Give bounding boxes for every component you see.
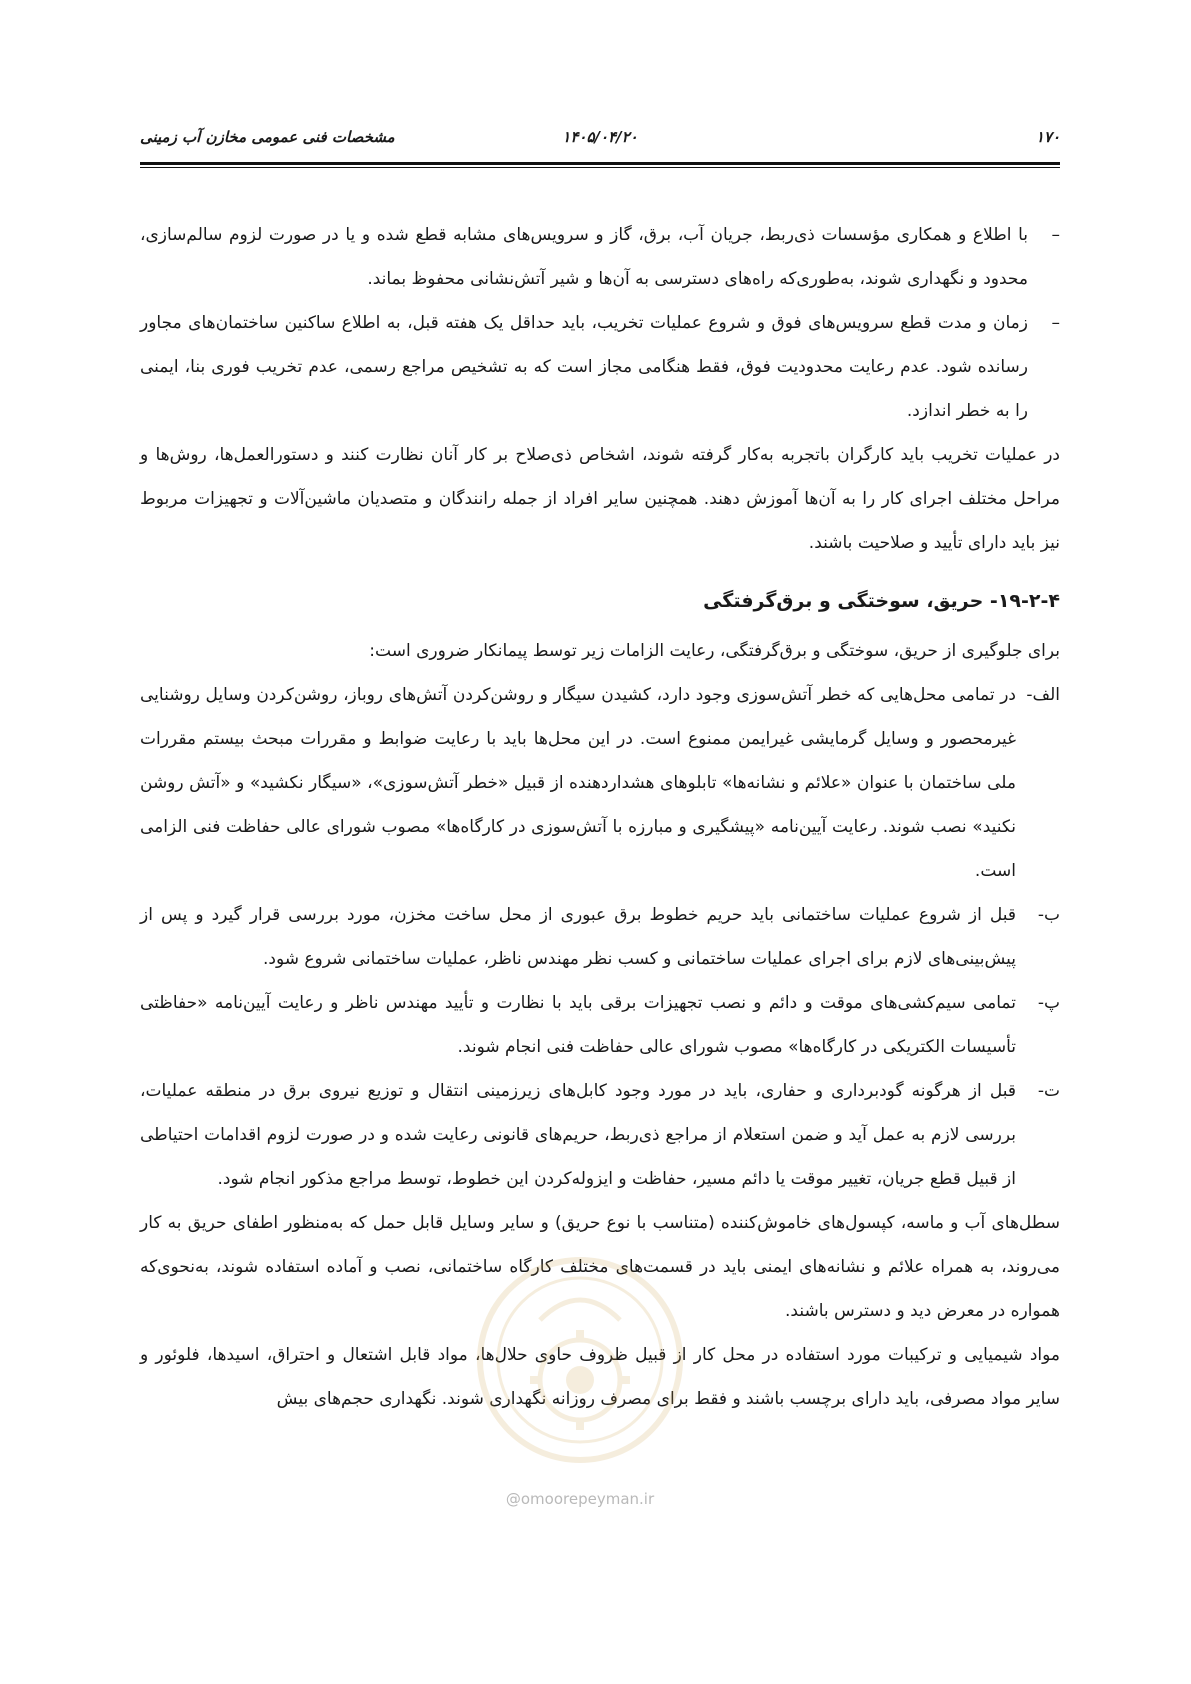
paragraph-intro: برای جلوگیری از حریق، سوختگی و برق‌گرفتگی، رعایت الزامات زیر توسط پیمانکار ضروری است: (369, 641, 1060, 661)
list-item-text: قبل از هرگونه گودبرداری و حفاری، باید در مورد وجود کابل‌های زیرزمینی انتقال و توزیع نیروی برق در منطقه عملیات، بررسی لازم به عمل آید و ضمن استعلام از مراجع ذی‌ربط، حریم‌های قانونی رعایت شده و در صورت لزوم اقدامات احتیاطی از قبیل قطع جریان، تغییر موقت یا دائم مسیر، حفاظت و ایزوله‌کردن این خطوط، توسط مراجع مذکور انجام شود. (140, 1081, 1016, 1189)
document-title: مشخصات فنی عمومی مخازن آب زمینی (140, 128, 395, 146)
page-header (140, 128, 1060, 154)
header-date: ۱۴۰۵/۰۴/۲۰ (562, 128, 638, 146)
list-marker: – (1051, 225, 1060, 245)
list-marker: پ- (1037, 993, 1060, 1013)
watermark-logo (470, 1250, 690, 1470)
list-item (140, 981, 1060, 1069)
list-marker: ت- (1037, 1081, 1060, 1101)
list-item-text: با اطلاع و همکاری مؤسسات ذی‌ربط، جریان آب، برق، گاز و سرویس‌های مشابه قطع شده و یا در صورت لزوم سالم‌سازی، محدود و نگهداری شوند، به‌طوری‌که راه‌های دسترسی به آن‌ها و شیر آتش‌نشانی محفوظ بماند. (140, 225, 1028, 289)
list-item (140, 893, 1060, 981)
list-item-text: زمان و مدت قطع سرویس‌های فوق و شروع عملیات تخریب، باید حداقل یک هفته قبل، به اطلاع ساکنین ساختمان‌های مجاور رسانده شود. عدم رعایت محدودیت فوق، فقط هنگامی مجاز است که به تشخیص مراجع رسمی، عدم تخریب فوری بنا، ایمنی را به خطر اندازد. (140, 313, 1028, 421)
paragraph-demolition: در عملیات تخریب باید کارگران باتجربه به‌کار گرفته شوند، اشخاص ذی‌صلاح بر کار آنان نظارت کنند و دستورالعمل‌ها، روش‌ها و مراحل مختلف اجرای کار را به آن‌ها آموزش دهند. همچنین سایر افراد از جمله رانندگان و متصدیان ماشین‌آلات و تجهیزات مربوط نیز باید دارای تأیید و صلاحیت باشند. (140, 445, 1060, 553)
list-item (140, 301, 1060, 433)
page-number: ۱۷۰ (1035, 128, 1060, 146)
list-item-text: در تمامی محل‌هایی که خطر آتش‌سوزی وجود دارد، کشیدن سیگار و روشن‌کردن آتش‌های روباز، روشن‌کردن وسایل روشنایی غیرمحصور و وسایل گرمایشی غیرایمن ممنوع است. در این محل‌ها باید با رعایت ضوابط و مقررات مبحث بیستم مقررات ملی ساختمان با عنوان «علائم و نشانه‌ها» تابلوهای هشداردهنده از قبیل «خطر آتش‌سوزی»، «سیگار نکشید» و «آتش روشن نکنید» نصب شوند. رعایت آیین‌نامه «پیشگیری و مبارزه با آتش‌سوزی در کارگاه‌ها» مصوب شورای عالی حفاظت فنی الزامی است. (140, 685, 1016, 881)
list-item (140, 673, 1060, 893)
list-marker: ب- (1037, 905, 1060, 925)
paragraph-chemicals: مواد شیمیایی و ترکیبات مورد استفاده در محل کار از قبیل ظروف حاوی حلال‌ها، مواد قابل اشتعال و احتراق، اسیدها، فلوئور و سایر مواد مصرفی، باید دارای برچسب باشند و فقط برای مصرف روزانه نگهداری شوند. نگهداری حجم‌های بیش (140, 1345, 1060, 1409)
list-item (140, 1069, 1060, 1201)
header-divider (140, 162, 1060, 168)
section-heading: ۱۹-۲-۴- حریق، سوختگی و برق‌گرفتگی (703, 590, 1060, 612)
list-marker: – (1051, 313, 1060, 333)
watermark-url: @omoorepeyman.ir (505, 1490, 655, 1508)
list-item (140, 213, 1060, 301)
paragraph-extinguishers: سطل‌های آب و ماسه، کپسول‌های خاموش‌کننده (متناسب با نوع حریق) و سایر وسایل قابل حمل که به‌منظور اطفای حریق به کار می‌روند، به همراه علائم و نشانه‌های ایمنی باید در قسمت‌های مختلف کارگاه ساختمانی، نصب و آماده استفاده شوند، به‌نحوی‌که همواره در معرض دید و دسترس باشند. (140, 1213, 1060, 1321)
page-body (140, 213, 1060, 1421)
list-item-text: تمامی سیم‌کشی‌های موقت و دائم و نصب تجهیزات برقی باید با نظارت و تأیید مهندس ناظر و رعایت آیین‌نامه «حفاظتی تأسیسات الکتریکی در کارگاه‌ها» مصوب شورای عالی حفاظت فنی انجام شوند. (140, 993, 1016, 1057)
list-item-text: قبل از شروع عملیات ساختمانی باید حریم خطوط برق عبوری از محل ساخت مخزن، مورد بررسی قرار گیرد و پس از پیش‌بینی‌های لازم برای اجرای عملیات ساختمانی و کسب نظر مهندس ناظر، عملیات ساختمانی شروع شود. (140, 905, 1016, 969)
list-marker: الف- (1026, 685, 1060, 705)
